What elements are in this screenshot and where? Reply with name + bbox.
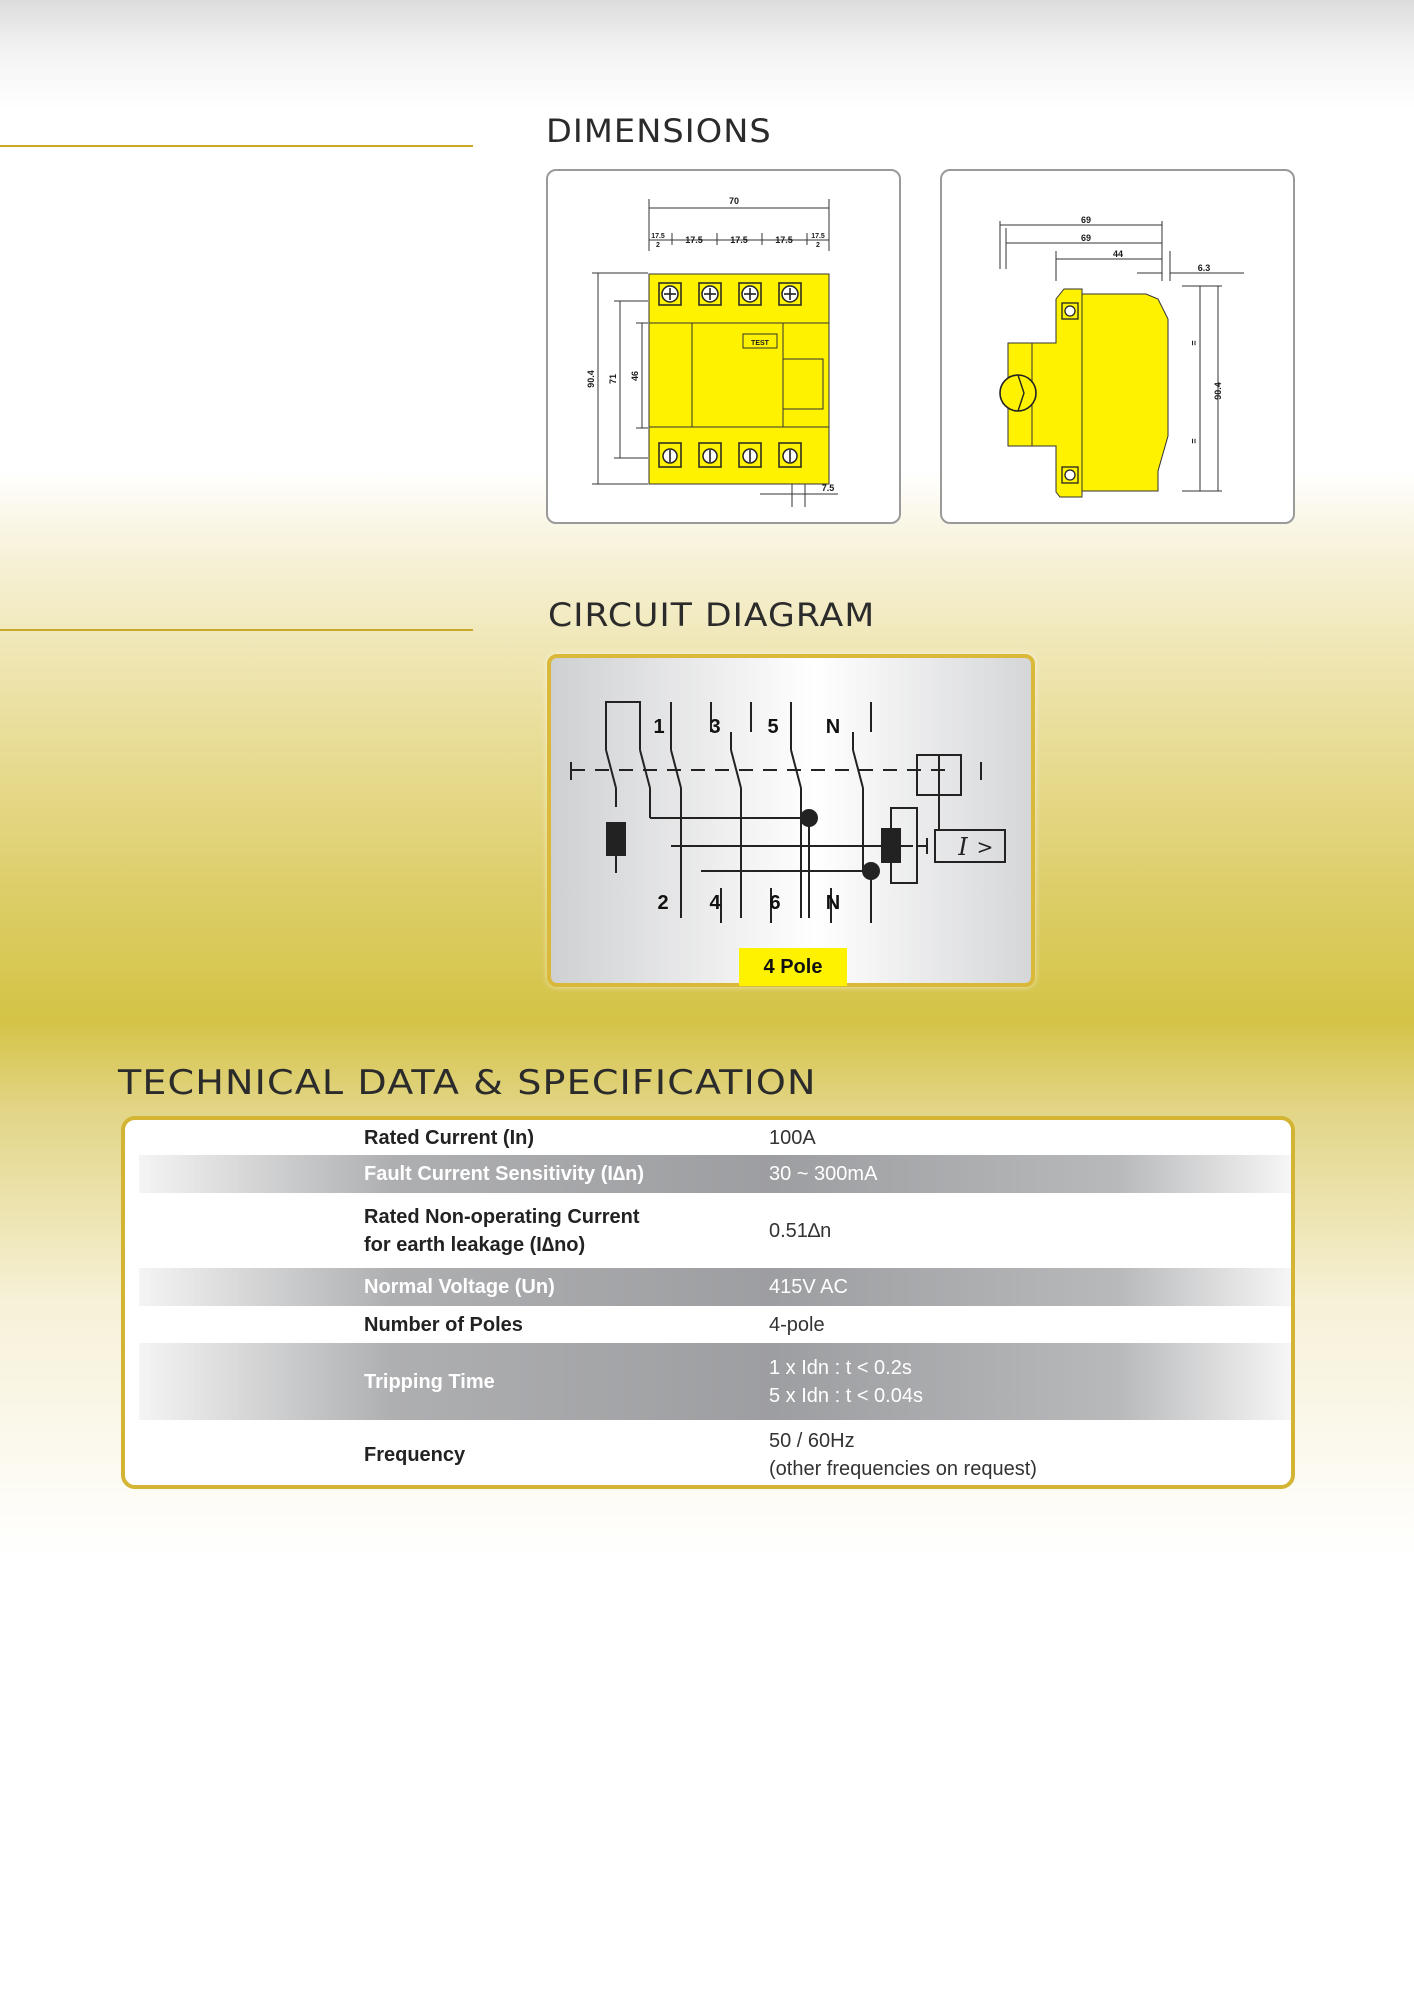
specification-table: [121, 1116, 1295, 1489]
spec-row-number-of-poles: [139, 1306, 1291, 1343]
spec-row-frequency: [139, 1420, 1291, 1489]
divider-rule-circuit: [0, 629, 473, 631]
circuit-diagram-panel: [547, 654, 1035, 987]
spec-value: 0.51∆n: [769, 1219, 832, 1242]
spec-value: 415V AC: [769, 1276, 848, 1298]
dim-bottom-offset: 7.5: [821, 483, 835, 493]
dimensions-heading: DIMENSIONS: [546, 112, 772, 150]
circuit-schematic: [551, 658, 1031, 983]
dim-width-total: 70: [728, 196, 740, 206]
dim-depth-rail: 44: [1112, 249, 1124, 259]
front-view-drawing: [548, 171, 899, 522]
dim-half-pitch-right: 17.5: [811, 233, 825, 240]
dim-pitch-1: 17.5: [685, 235, 703, 245]
spec-label: Rated Current (In): [364, 1126, 534, 1149]
dim-height-total: 90.4: [586, 370, 596, 388]
spec-label: Tripping Time: [364, 1370, 495, 1393]
spec-value: 1 x Idn : t < 0.2s 5 x Idn : t < 0.04s: [769, 1356, 923, 1407]
side-view-panel: [940, 169, 1295, 524]
spec-value: 50 / 60Hz (other frequencies on request): [769, 1429, 1037, 1480]
relay-current-symbol: I: [958, 833, 968, 861]
terminal-bottom-2: 2: [657, 892, 669, 914]
spec-value: 100A: [769, 1126, 816, 1149]
spec-value: 4-pole: [769, 1313, 825, 1336]
terminal-top-3: 3: [709, 716, 721, 738]
dim-depth-overall: 69: [1080, 215, 1092, 225]
dim-pitch-3: 17.5: [775, 235, 793, 245]
spec-label: Number of Poles: [364, 1313, 523, 1336]
dim-side-height: 90.4: [1213, 382, 1223, 400]
dim-half-pitch-right-denominator: 2: [816, 242, 820, 249]
spec-value: 30 ~ 300mA: [769, 1163, 878, 1185]
spec-label: Frequency: [364, 1443, 466, 1466]
spec-label: Fault Current Sensitivity (I∆n): [364, 1163, 645, 1185]
dim-height-body: 71: [608, 373, 618, 385]
terminal-top-n: N: [825, 716, 841, 738]
terminal-top-5: 5: [767, 716, 779, 738]
spec-label: Normal Voltage (Un): [364, 1276, 555, 1298]
spec-row-tripping-time: [139, 1343, 1291, 1420]
front-view-panel: [546, 169, 901, 524]
dim-pitch-2: 17.5: [730, 235, 748, 245]
spec-row-rated-current: [139, 1120, 1291, 1155]
equal-mark-top: =: [1189, 340, 1199, 346]
test-button-label: TEST: [751, 340, 769, 347]
spec-row-non-operating-current: [139, 1193, 1291, 1268]
terminal-top-1: 1: [653, 716, 665, 738]
dim-rail-gap: 6.3: [1197, 263, 1211, 273]
spec-row-normal-voltage: [139, 1268, 1291, 1306]
spec-row-fault-sensitivity: [139, 1155, 1291, 1193]
dim-height-front: 46: [630, 370, 640, 382]
relay-threshold-symbol: >: [976, 835, 994, 859]
technical-data-heading: TECHNICAL DATA & SPECIFICATION: [118, 1063, 817, 1103]
circuit-diagram-heading: CIRCUIT DIAGRAM: [548, 596, 876, 634]
dim-half-pitch-left: 17.5: [651, 233, 665, 240]
dim-depth-body: 69: [1080, 233, 1092, 243]
terminal-bottom-4: 4: [709, 892, 721, 914]
terminal-bottom-n: N: [825, 892, 841, 914]
divider-rule-dimensions: [0, 145, 473, 147]
equal-mark-bottom: =: [1189, 438, 1199, 444]
dim-half-pitch-left-denominator: 2: [656, 242, 660, 249]
side-view-drawing: [942, 171, 1293, 522]
pole-count-badge: 4 Pole: [739, 948, 847, 986]
terminal-bottom-6: 6: [769, 892, 781, 914]
spec-label: Rated Non-operating Current for earth leakage (I∆no): [364, 1205, 640, 1256]
